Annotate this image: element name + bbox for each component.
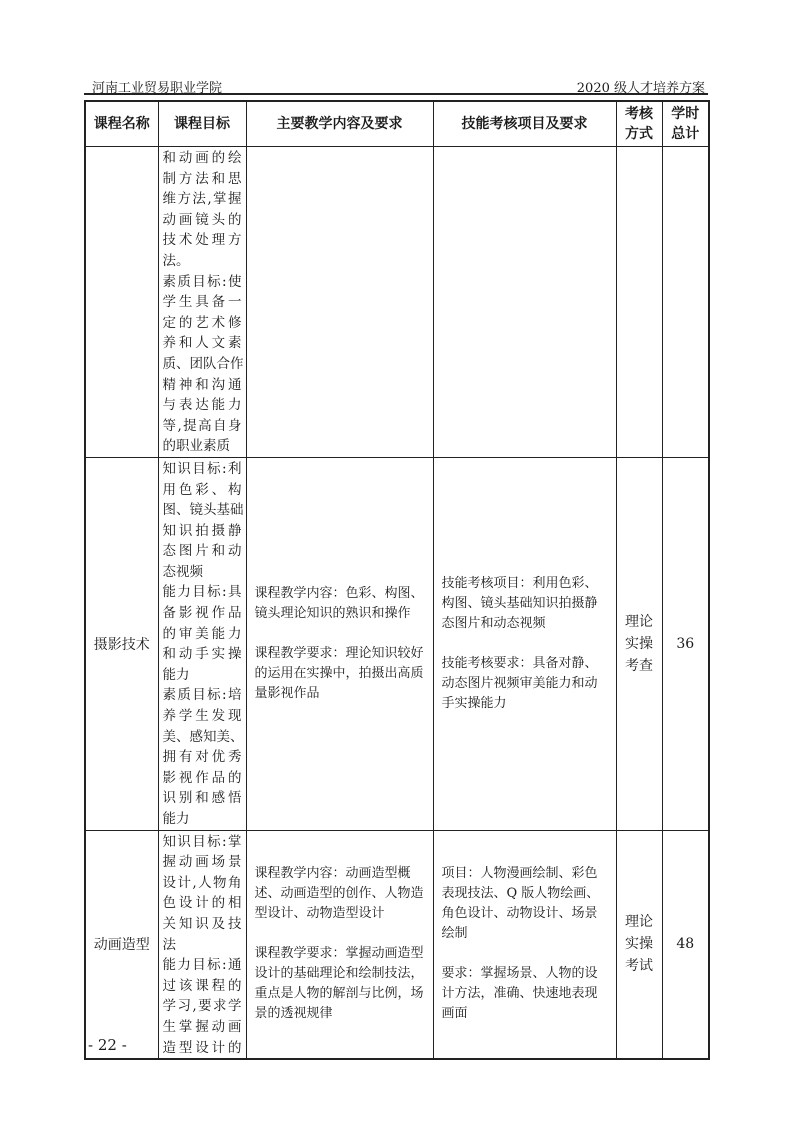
table-row xyxy=(85,457,709,830)
goal-line: 态视频 xyxy=(162,563,203,580)
content-paragraph: 课程教学要求：理论知识较好的运用在实操中，拍摄出高质量影视作品 xyxy=(254,645,424,701)
content-cell xyxy=(246,830,433,1059)
goal-line: 精神和沟通 xyxy=(162,376,242,393)
goal-line: 养和人文素 xyxy=(162,335,242,352)
goal-line: 知识目标:掌 xyxy=(162,833,242,850)
goal-line: 的审美能力 xyxy=(162,625,242,642)
goal-line: 学习,要求学 xyxy=(162,998,242,1015)
goal-line: 素质目标:培 xyxy=(162,687,242,704)
goal-line: 制方法和思 xyxy=(162,170,242,187)
col-course-goal: 课程目标 xyxy=(158,101,246,147)
goal-line: 能力目标:具 xyxy=(162,584,242,601)
goal-line: 识别和感悟 xyxy=(162,790,242,807)
skills-cell xyxy=(433,830,616,1059)
goal-line: 拥有对优秀 xyxy=(162,749,242,766)
goal-line: 的职业素质 xyxy=(162,438,230,455)
goal-line: 备影视作品 xyxy=(162,605,242,622)
total-hours: 36 xyxy=(662,457,709,830)
goal-line: 维方法,掌握 xyxy=(162,191,242,208)
goal-line: 与表达能力 xyxy=(162,397,242,414)
col-content: 主要教学内容及要求 xyxy=(246,101,433,147)
total-hours xyxy=(662,147,709,458)
col-course-name: 课程名称 xyxy=(85,101,158,147)
course-goal xyxy=(158,457,246,830)
goal-line: 素质目标:使 xyxy=(162,273,242,290)
goal-line: 态图片和动 xyxy=(162,543,242,560)
table-row xyxy=(85,147,709,458)
skills-paragraph: 技能考核要求：具备对静、动态图片视频审美能力和动手实操能力 xyxy=(441,655,598,711)
goal-line: 握动画场景 xyxy=(162,854,242,871)
col-exam: 考核方式 xyxy=(616,101,662,147)
goal-line: 造型设计的 xyxy=(162,1039,242,1056)
course-name xyxy=(85,147,158,458)
content-paragraph: 课程教学内容：色彩、构图、镜头理论知识的熟识和操作 xyxy=(254,585,424,621)
col-skills: 技能考核项目及要求 xyxy=(433,101,616,147)
header-institution: 河南工业贸易职业学院 xyxy=(92,81,223,96)
table-header-row xyxy=(85,101,709,147)
goal-line: 能力 xyxy=(162,811,190,827)
skills-paragraph: 要求：掌握场景、人物的设计方法，准确、快速地表现画面 xyxy=(441,966,598,1022)
skills-paragraph: 项目：人物漫画绘制、彩色表现技法、Q 版人物绘画、角色设计、动物设计、场景绘制 xyxy=(441,866,600,942)
header-rule xyxy=(84,93,708,95)
goal-line: 知识拍摄静 xyxy=(162,522,242,539)
skills-cell xyxy=(433,147,616,458)
content-paragraph: 课程教学内容：动画造型概述、动画造型的创作、人物造型设计、动物造型设计 xyxy=(254,866,424,922)
goal-line: 能力 xyxy=(162,666,190,683)
goal-line: 能力目标:通 xyxy=(162,957,242,974)
goal-line: 学生具备一 xyxy=(162,294,242,311)
content-cell xyxy=(246,457,433,830)
exam-method xyxy=(616,147,662,458)
goal-line: 等,提高自身 xyxy=(162,417,242,434)
page-number: - 22 - xyxy=(88,1036,127,1054)
goal-line: 色设计的相 xyxy=(162,895,242,912)
goal-line: 美、感知美、 xyxy=(162,728,244,745)
goal-line: 设计,人物角 xyxy=(162,874,242,891)
total-hours: 48 xyxy=(662,830,709,1059)
skills-cell xyxy=(433,457,616,830)
content-cell xyxy=(246,147,433,458)
goal-line: 定的艺术修 xyxy=(162,314,242,331)
goal-line: 法 xyxy=(162,936,176,953)
goal-line: 质、团队合作 xyxy=(162,355,244,372)
goal-line: 和动画的绘 xyxy=(162,150,242,166)
table-row xyxy=(85,830,709,1059)
goal-line: 养学生发现 xyxy=(162,708,242,725)
course-goal xyxy=(158,147,246,458)
course-goal xyxy=(158,830,246,1059)
header-doc-title: 2020 级人才培养方案 xyxy=(576,81,705,96)
goal-line: 知识目标:利 xyxy=(162,460,242,477)
exam-method: 理论实操考查 xyxy=(616,457,662,830)
skills-paragraph: 技能考核项目：利用色彩、构图、镜头基础知识拍摄静态图片和动态视频 xyxy=(441,575,598,631)
goal-line: 法。 xyxy=(162,252,190,269)
goal-line: 技术处理方 xyxy=(162,232,242,249)
goal-line: 和动手实操 xyxy=(162,646,242,663)
goal-line: 生掌握动画 xyxy=(162,1018,242,1035)
goal-line: 图、镜头基础 xyxy=(162,502,244,519)
content-paragraph: 课程教学要求：掌握动画造型设计的基础理论和绘制技法，重点是人物的解剖与比例，场景的透视规律 xyxy=(254,946,424,1022)
col-hours: 学时总计 xyxy=(662,101,709,147)
course-table xyxy=(84,100,710,1060)
goal-line: 影视作品的 xyxy=(162,769,242,786)
goal-line: 动画镜头的 xyxy=(162,211,242,228)
exam-method: 理论实操考试 xyxy=(616,830,662,1059)
course-name: 动画造型 xyxy=(85,830,158,1059)
goal-line: 关知识及技 xyxy=(162,915,242,932)
goal-line: 用色彩、构 xyxy=(162,481,242,498)
course-name: 摄影技术 xyxy=(85,457,158,830)
goal-line: 过该课程的 xyxy=(162,977,242,994)
